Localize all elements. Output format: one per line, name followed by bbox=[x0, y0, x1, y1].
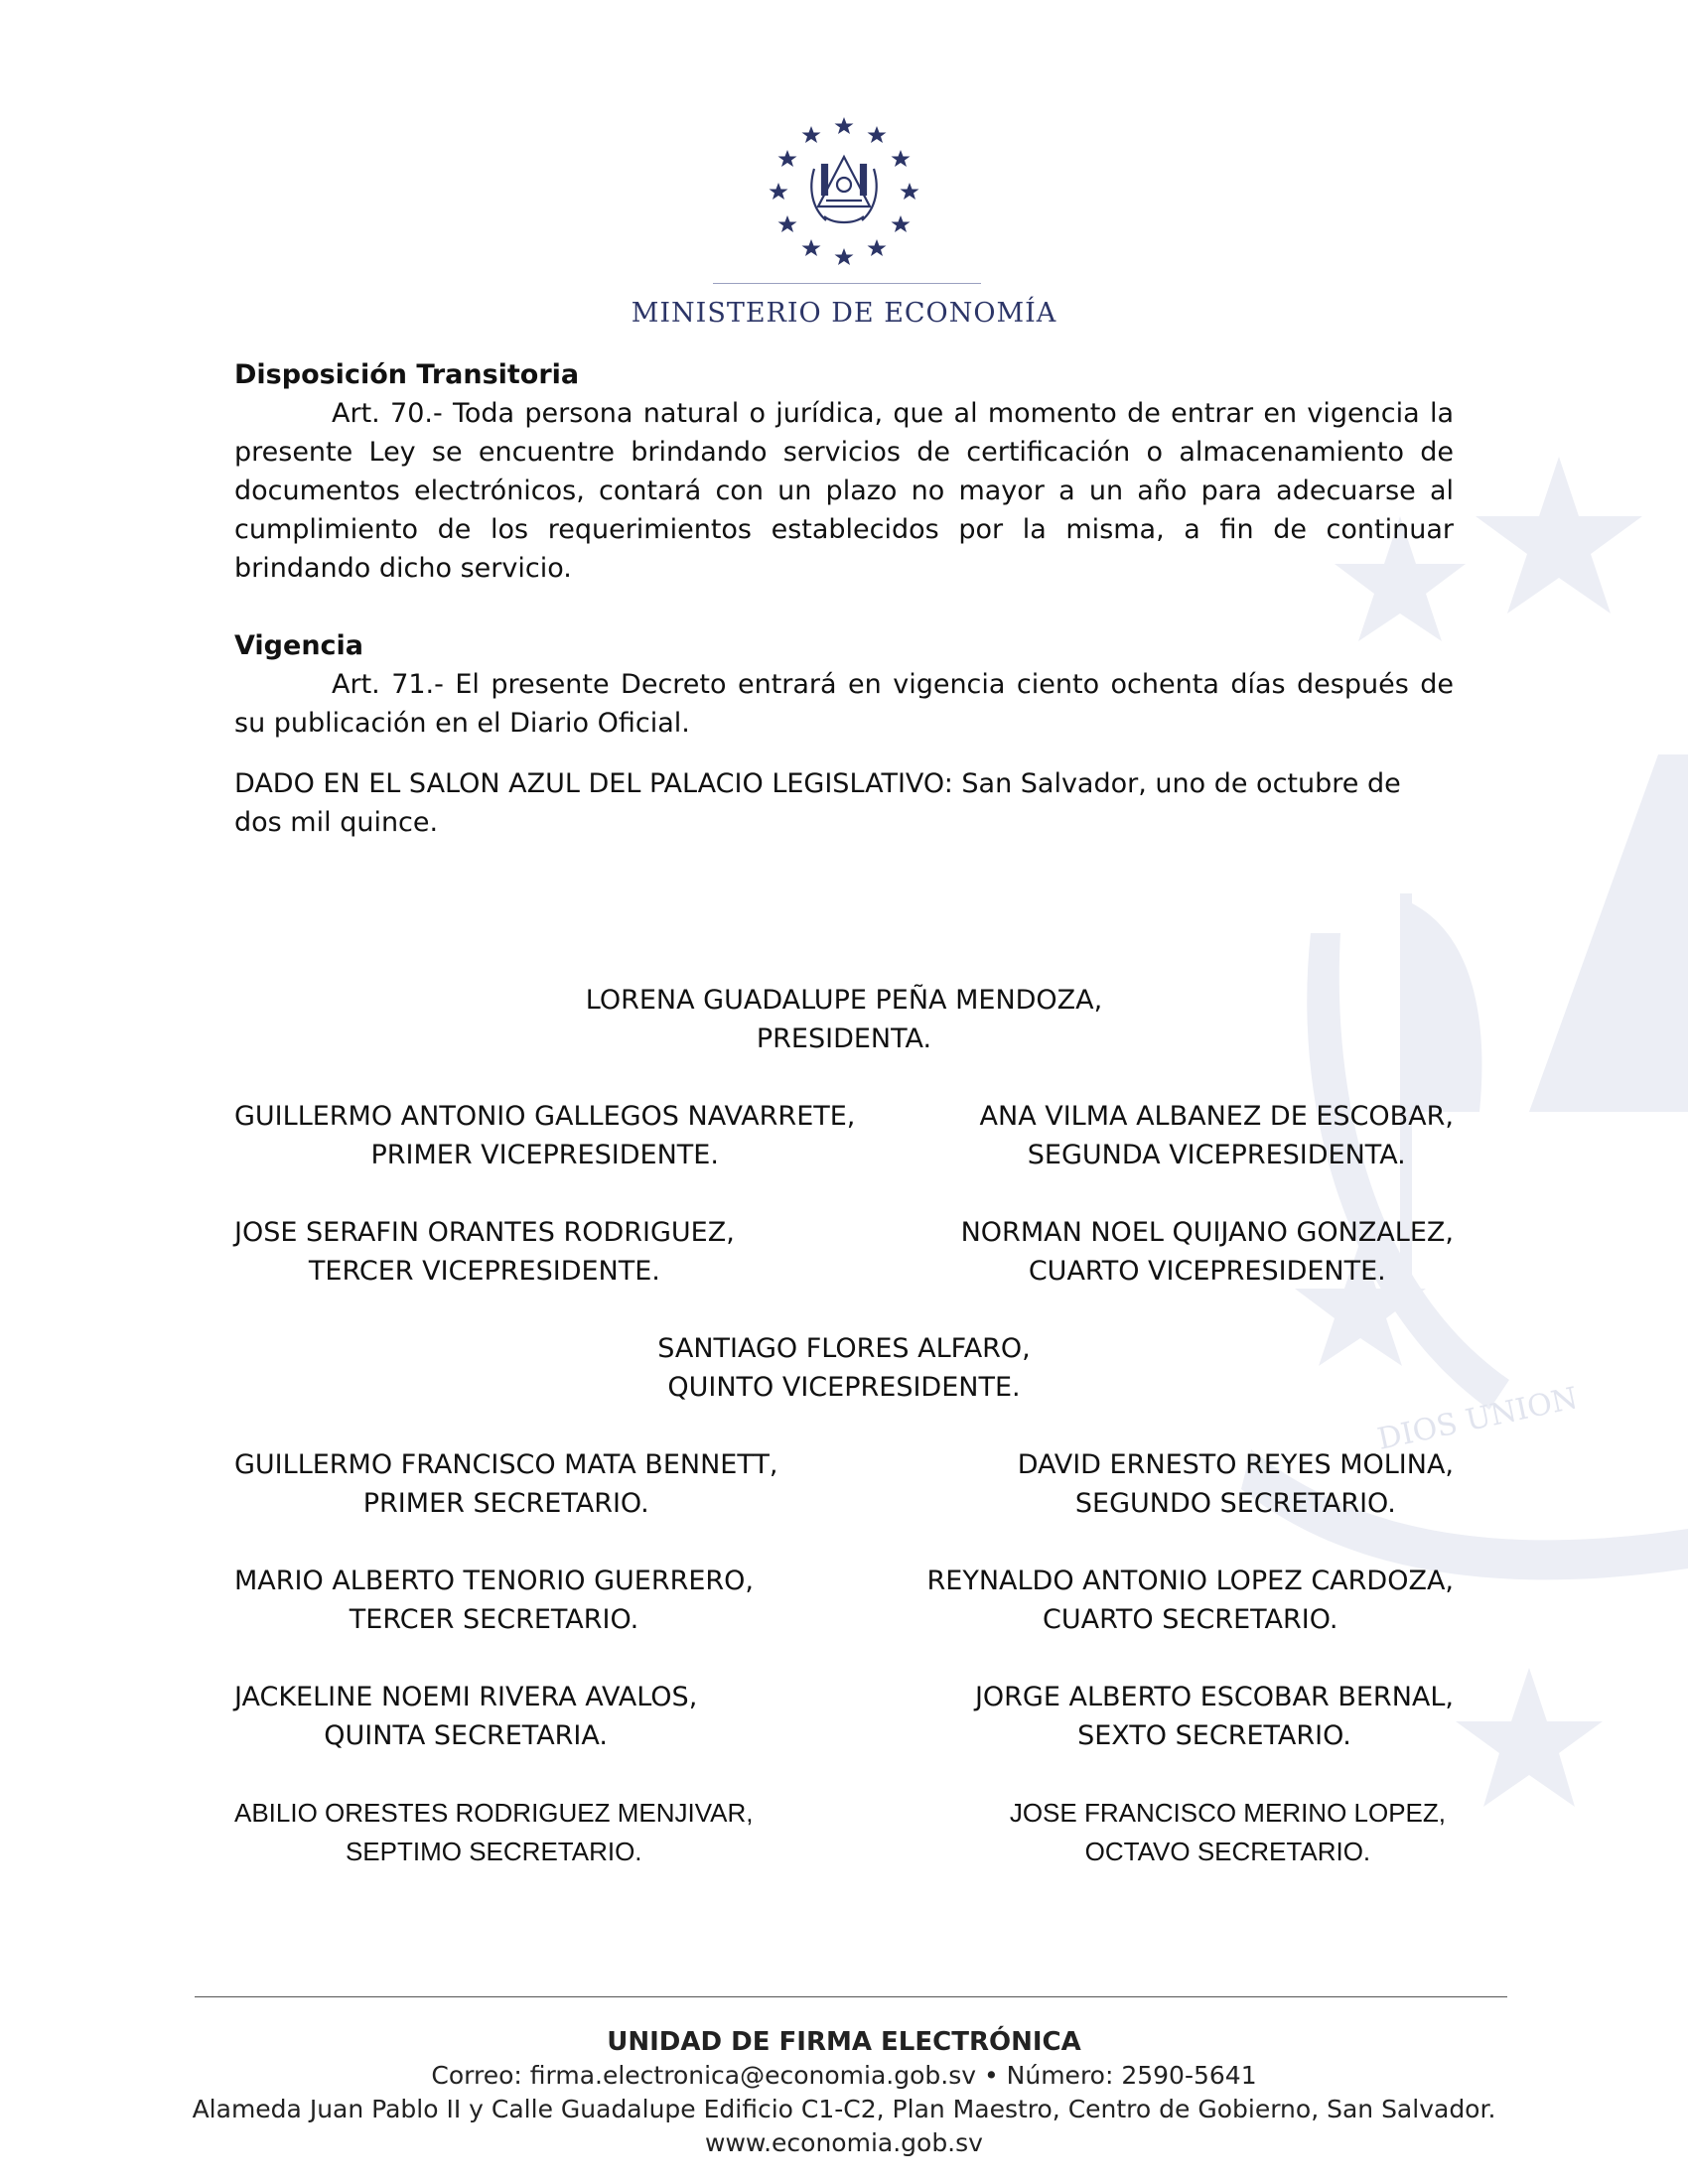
signatory bbox=[1018, 1445, 1454, 1523]
signatory-name: REYNALDO ANTONIO LOPEZ CARDOZA, bbox=[926, 1566, 1454, 1596]
signatory-name: GUILLERMO ANTONIO GALLEGOS NAVARRETE, bbox=[234, 1101, 856, 1132]
signatory-title: SEGUNDA VICEPRESIDENTA. bbox=[1027, 1140, 1406, 1170]
signatory bbox=[927, 1562, 1454, 1639]
signatory bbox=[975, 1678, 1454, 1755]
signatory-title: PRESIDENTA. bbox=[756, 1024, 932, 1054]
emblem-icon bbox=[811, 157, 876, 222]
star-icon bbox=[778, 150, 797, 167]
signatory-title: CUARTO VICEPRESIDENTE. bbox=[1028, 1256, 1386, 1287]
footer-title: UNIDAD DE FIRMA ELECTRÓNICA bbox=[607, 2027, 1081, 2057]
watermark-triangle-icon bbox=[1529, 754, 1688, 1112]
signatory-name: MARIO ALBERTO TENORIO GUERRERO, bbox=[234, 1566, 755, 1596]
watermark-star-icon bbox=[1476, 457, 1642, 614]
signatory-name: ANA VILMA ALBANEZ DE ESCOBAR, bbox=[979, 1101, 1454, 1132]
article-heading: Vigencia bbox=[234, 630, 364, 661]
logo-divider bbox=[713, 283, 981, 284]
footer-website: www.economia.gob.sv bbox=[705, 2128, 983, 2157]
signatory-title: PRIMER SECRETARIO. bbox=[362, 1488, 649, 1519]
signatory-president bbox=[234, 981, 1454, 1058]
closing-statement: DADO EN EL SALON AZUL DEL PALACIO LEGISLATIVO: San Salvador, uno de octubre de dos mil quince. bbox=[234, 768, 1401, 838]
signatory-row bbox=[234, 1097, 1454, 1174]
signatory-title: CUARTO SECRETARIO. bbox=[1043, 1604, 1338, 1635]
article-text: Art. 70.- Toda persona natural o jurídica, que al momento de entrar en vigencia la presente Ley se encuentre brindando servicios de certificación o almacenamiento de documentos electrónicos, contará con un plazo no mayor a un año para adecuarse al cumplimiento de los requerimientos establecidos por la misma, a fin de continuar brindando dicho servicio. bbox=[234, 398, 1454, 584]
star-icon bbox=[892, 215, 911, 232]
signatories-block bbox=[234, 981, 1454, 1910]
signatory bbox=[961, 1213, 1454, 1291]
signatory-name: JOSE SERAFIN ORANTES RODRIGUEZ, bbox=[234, 1217, 735, 1248]
footer-contact: Correo: firma.electronica@economia.gob.sv • Número: 2590-5641 bbox=[431, 2061, 1257, 2090]
document-body bbox=[234, 355, 1454, 842]
signatory-name: JORGE ALBERTO ESCOBAR BERNAL, bbox=[974, 1682, 1454, 1712]
signatory-title: SEGUNDO SECRETARIO. bbox=[1074, 1488, 1396, 1519]
watermark-motto: DIOS UNION bbox=[1374, 1381, 1582, 1457]
signatory bbox=[234, 1097, 855, 1174]
star-icon bbox=[901, 183, 919, 200]
signatory-row bbox=[234, 1562, 1454, 1639]
star-icon bbox=[802, 239, 821, 256]
footer-address: Alameda Juan Pablo II y Calle Guadalupe Edificio C1-C2, Plan Maestro, Centro de Gobierno, San Salvador. bbox=[192, 2095, 1496, 2123]
star-icon bbox=[835, 117, 854, 134]
signatory-name: GUILLERMO FRANCISCO MATA BENNETT, bbox=[234, 1449, 778, 1480]
signatory-name: SANTIAGO FLORES ALFARO, bbox=[657, 1333, 1031, 1364]
signatory-title: SEXTO SECRETARIO. bbox=[1077, 1720, 1351, 1751]
star-icon bbox=[802, 126, 821, 143]
footer bbox=[0, 2025, 1688, 2160]
star-icon bbox=[778, 215, 797, 232]
star-icon bbox=[770, 183, 788, 200]
signatory-title: TERCER SECRETARIO. bbox=[349, 1604, 639, 1635]
footer-divider bbox=[195, 1996, 1507, 1997]
signatory-name: JACKELINE NOEMI RIVERA AVALOS, bbox=[234, 1682, 698, 1712]
star-icon bbox=[892, 150, 911, 167]
article-heading: Disposición Transitoria bbox=[234, 359, 580, 390]
signatory-name: LORENA GUADALUPE PEÑA MENDOZA, bbox=[585, 985, 1103, 1016]
signatory-name: NORMAN NOEL QUIJANO GONZALEZ, bbox=[960, 1217, 1454, 1248]
signatory bbox=[980, 1097, 1454, 1174]
signatory-title: QUINTA SECRETARIA. bbox=[324, 1720, 608, 1751]
signatory-row bbox=[234, 1678, 1454, 1755]
star-icon bbox=[868, 239, 887, 256]
ministry-name: MINISTERIO DE ECONOMÍA bbox=[631, 298, 1057, 329]
signatory-fifth-vicepresident bbox=[234, 1329, 1454, 1407]
signatory-name: DAVID ERNESTO REYES MOLINA, bbox=[1017, 1449, 1454, 1480]
signatory-name: ABILIO ORESTES RODRIGUEZ MENJIVAR, bbox=[234, 1798, 754, 1828]
star-icon bbox=[868, 126, 887, 143]
signatory bbox=[234, 1794, 754, 1871]
signatory-title: PRIMER VICEPRESIDENTE. bbox=[370, 1140, 719, 1170]
watermark-star-icon bbox=[1456, 1668, 1603, 1807]
coat-of-arms-logo bbox=[765, 109, 923, 268]
signatory-row bbox=[234, 1445, 1454, 1523]
signatory-row bbox=[234, 1794, 1454, 1871]
signatory bbox=[234, 1678, 697, 1755]
signatory-title: SEPTIMO SECRETARIO. bbox=[345, 1837, 642, 1866]
signatory-row bbox=[234, 1213, 1454, 1291]
signatory-title: OCTAVO SECRETARIO. bbox=[1084, 1837, 1371, 1866]
star-icon bbox=[835, 248, 854, 265]
signatory bbox=[234, 1445, 777, 1523]
signatory-title: TERCER VICEPRESIDENTE. bbox=[308, 1256, 660, 1287]
signatory-title: QUINTO VICEPRESIDENTE. bbox=[667, 1372, 1021, 1403]
signatory bbox=[234, 1562, 754, 1639]
signatory bbox=[234, 1213, 735, 1291]
signatory bbox=[1010, 1794, 1446, 1871]
signatory-name: JOSE FRANCISCO MERINO LOPEZ, bbox=[1009, 1798, 1446, 1828]
article-text: Art. 71.- El presente Decreto entrará en vigencia ciento ochenta días después de su publicación en el Diario Oficial. bbox=[234, 669, 1454, 739]
